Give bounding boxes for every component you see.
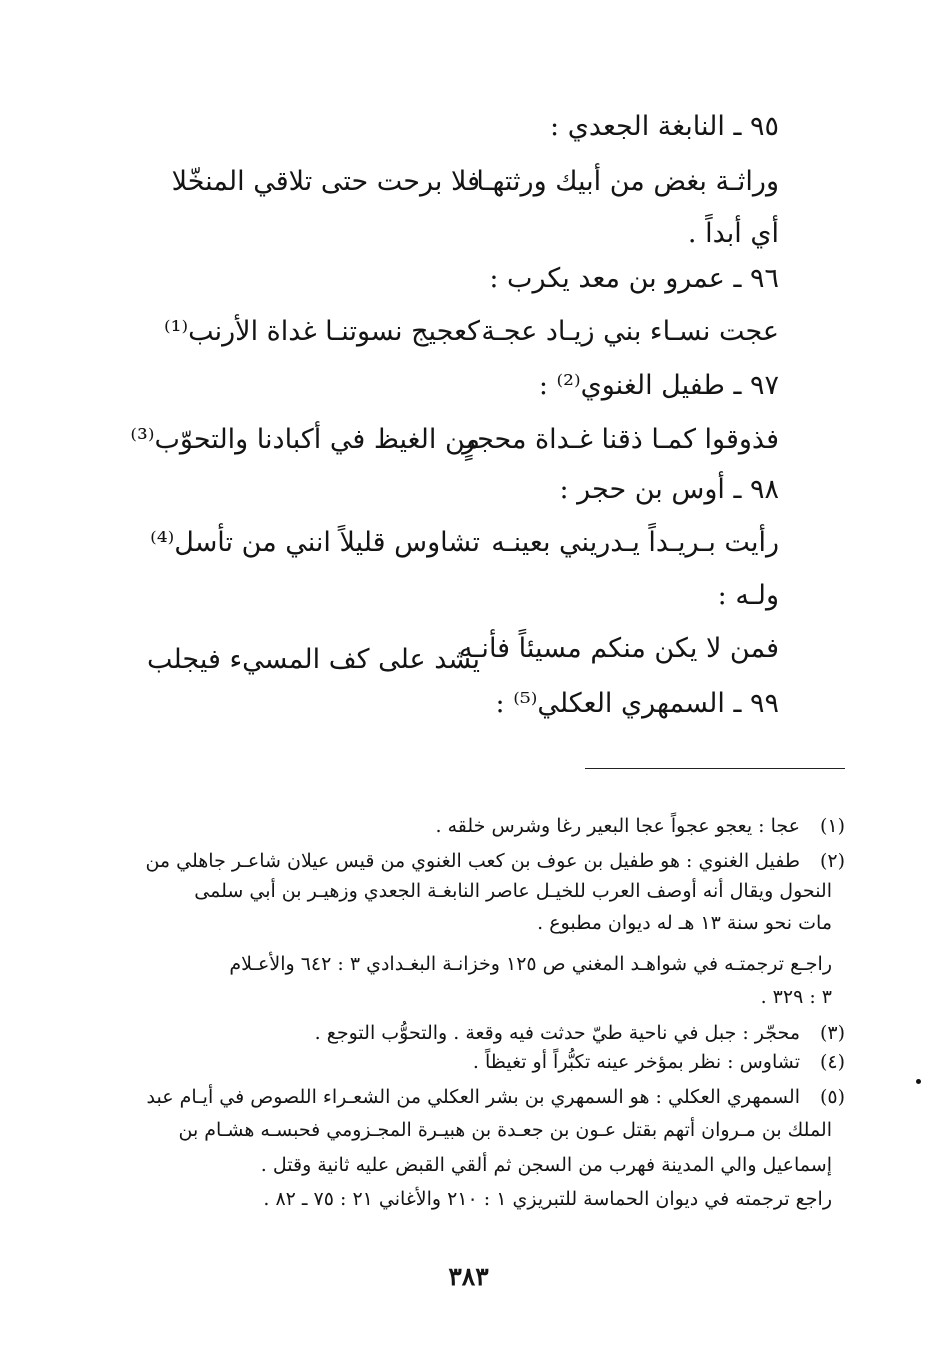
verse-95-first-hemistich: وراثـة بغض من أبيك ورثتهـا [476,166,779,197]
heading-98-also: ولـه : [717,580,779,611]
footnote-1-text: عجا : يعجو عجواً عجا البعير رغا وشرس خلقه . [435,815,800,837]
verse-95-second-hemistich: فلا برحت حتى تلاقي المنخّلا [171,166,480,197]
footnote-3-number: (٣) [819,1022,845,1044]
heading-98: ٩٨ ـ أوس بن حجر : [559,474,779,505]
heading-99: ٩٩ ـ السمهري العكلي⁽⁵⁾ : [495,688,779,719]
footnote-4-number: (٤) [819,1051,845,1073]
footnote-2-line-3: مات نحو سنة ١٣ هـ له ديوان مطبوع . [537,912,832,934]
footnote-5-line-3: إسماعيل والي المدينة فهرب من السجن ثم ألقي القبض عليه ثانية وقتل . [260,1154,832,1176]
verse-98-second-hemistich: تشاوس قليلاً انني من تأسل⁽⁴⁾ [150,527,480,558]
verse-96-second-hemistich: كعجيج نسوتنـا غداة الأرنب⁽¹⁾ [164,316,480,347]
verse-95-gloss: أي أبداً . [687,218,779,249]
verse-97-first-hemistich: فذوقوا كمـا ذقنا غـداة محجرٍ [462,424,779,455]
footnote-5-number: (٥) [819,1086,845,1108]
verse-96-first-hemistich: عجت نسـاء بني زيـاد عجـة [481,316,779,347]
footnote-2-line-5: ٣ : ٣٢٩ . [760,986,832,1008]
footnote-5-line-4: راجع ترجمته في ديوان الحماسة للتبريزي ١ : ٢١٠ والأغاني ٢١ : ٧٥ ـ ٨٢ . [263,1188,832,1210]
page-number: ٣٨٣ [448,1262,489,1291]
verse-98b-second-hemistich: يشد على كف المسيء فيجلب [146,644,480,675]
heading-96: ٩٦ ـ عمرو بن معد يكرب : [489,263,779,294]
heading-97: ٩٧ ـ طفيل الغنوي⁽²⁾ : [538,370,779,401]
footnote-4-text: تشاوس : نظر بمؤخر عينه تكبُّراً أو تغيظاً . [472,1051,800,1073]
heading-95: ٩٥ ـ النابغة الجعدي : [550,111,779,142]
footnote-2-number: (٢) [819,850,845,872]
verse-98b-first-hemistich: فمن لا يكن منكم مسيئاً فأنـه [459,633,779,664]
footnote-2-line-2: النحول ويقال أنه أوصف العرب للخيـل عاصر النابغـة الجعدي وزهيـر بن أبي سلمى [194,880,832,902]
verse-98-first-hemistich: رأيت بـريـداً يـدريني بعينـه [491,527,779,558]
verse-97-second-hemistich: من الغيظ في أكبادنا والتحوّب⁽³⁾ [130,424,480,455]
footnote-1-number: (١) [819,815,845,837]
footnote-3-text: محجّر : جبل في ناحية طيّ حدثت فيه وقعة . والتحوُّب التوجع . [314,1022,800,1044]
footnote-5-line-2: الملك بن مـروان أتهم بقتل عـون بن جعـدة بن هبيـرة المجـزومي فحبسـه هشـام بن [178,1119,832,1141]
footnote-separator-rule [585,768,845,769]
footnote-5-line-1: السمهري العكلي : هو السمهري بن بشر العكلي من الشعـراء اللصوص في أيـام عبد [146,1086,800,1108]
margin-dot-mark [916,1079,921,1084]
footnote-2-line-4: راجـع ترجمتـه في شواهـد المغني ص ١٢٥ وخزانـة البغـدادي ٣ : ٦٤٢ والأعـلام [229,953,832,975]
footnote-2-line-1: طفيل الغنوي : هو طفيل بن عوف بن كعب الغنوي من قيس عيلان شاعـر جاهلي من [145,850,800,872]
